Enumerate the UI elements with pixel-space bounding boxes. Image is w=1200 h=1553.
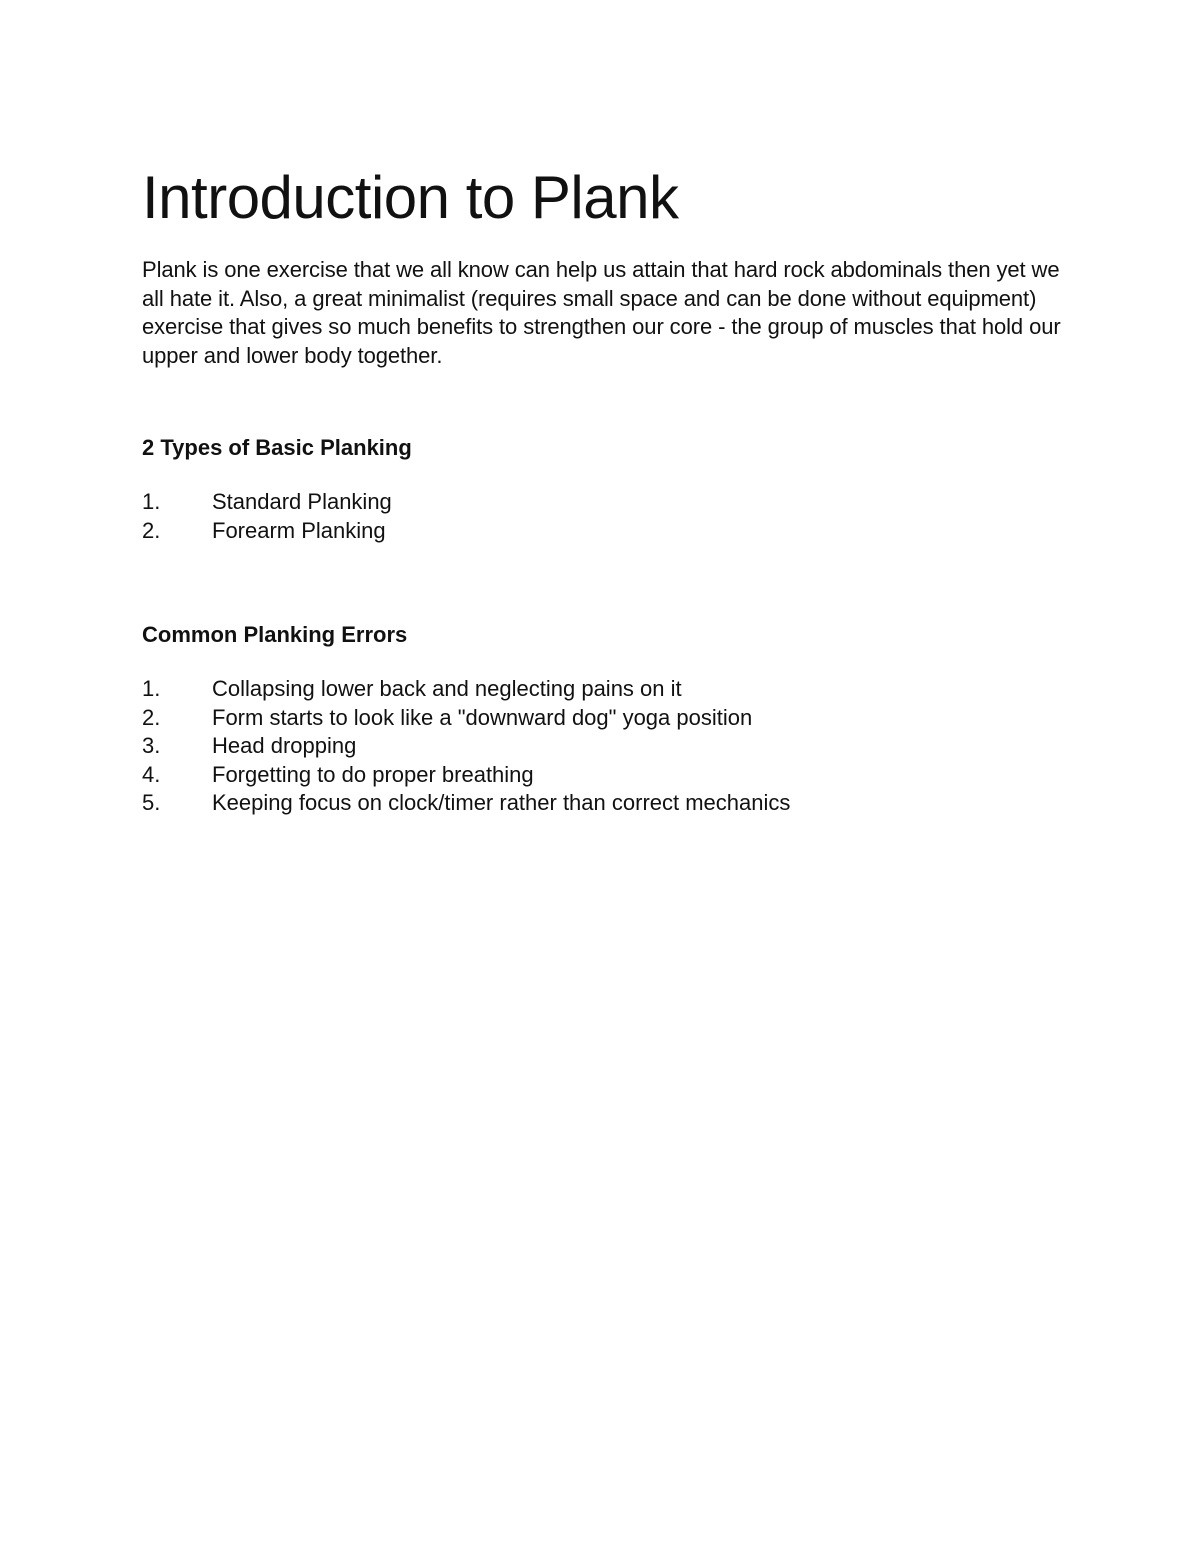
list-item — [142, 704, 1082, 733]
list-item-text: Keeping focus on clock/timer rather than correct mechanics — [212, 790, 791, 815]
types-list — [142, 488, 1082, 545]
list-item-number: 1. — [142, 676, 161, 701]
list-item — [142, 675, 1082, 704]
list-item — [142, 789, 1082, 818]
list-item — [142, 517, 1082, 546]
errors-list — [142, 675, 1082, 818]
list-item-number: 4. — [142, 761, 161, 787]
list-item-number: 2. — [142, 517, 161, 543]
list-item-text: Forgetting to do proper breathing — [212, 761, 534, 787]
document-title: Introduction to Plank — [142, 164, 679, 231]
list-item-text: Collapsing lower back and neglecting pains on it — [212, 676, 682, 701]
intro-paragraph: Plank is one exercise that we all know can help us attain that hard rock abdominals then yet we all hate it. Also, a great minimalist (requires small space and can be done without equipment) exercise that gives so much benefits to strengthen our core - the group of muscles that hold our upper and lower body together. — [142, 257, 1061, 368]
list-item — [142, 732, 1082, 761]
list-item-number: 1. — [142, 489, 161, 514]
list-item — [142, 761, 1082, 790]
document-content — [142, 162, 1082, 818]
list-item-number: 2. — [142, 704, 161, 730]
list-item-text: Form starts to look like a "downward dog" yoga position — [212, 704, 753, 730]
types-section-heading: 2 Types of Basic Planking — [142, 435, 412, 460]
errors-section-heading: Common Planking Errors — [142, 622, 408, 647]
list-item-text: Standard Planking — [212, 489, 392, 514]
list-item-text: Head dropping — [212, 733, 357, 758]
list-item — [142, 488, 1082, 517]
list-item-number: 5. — [142, 790, 161, 815]
list-item-number: 3. — [142, 733, 161, 758]
list-item-text: Forearm Planking — [212, 517, 386, 543]
